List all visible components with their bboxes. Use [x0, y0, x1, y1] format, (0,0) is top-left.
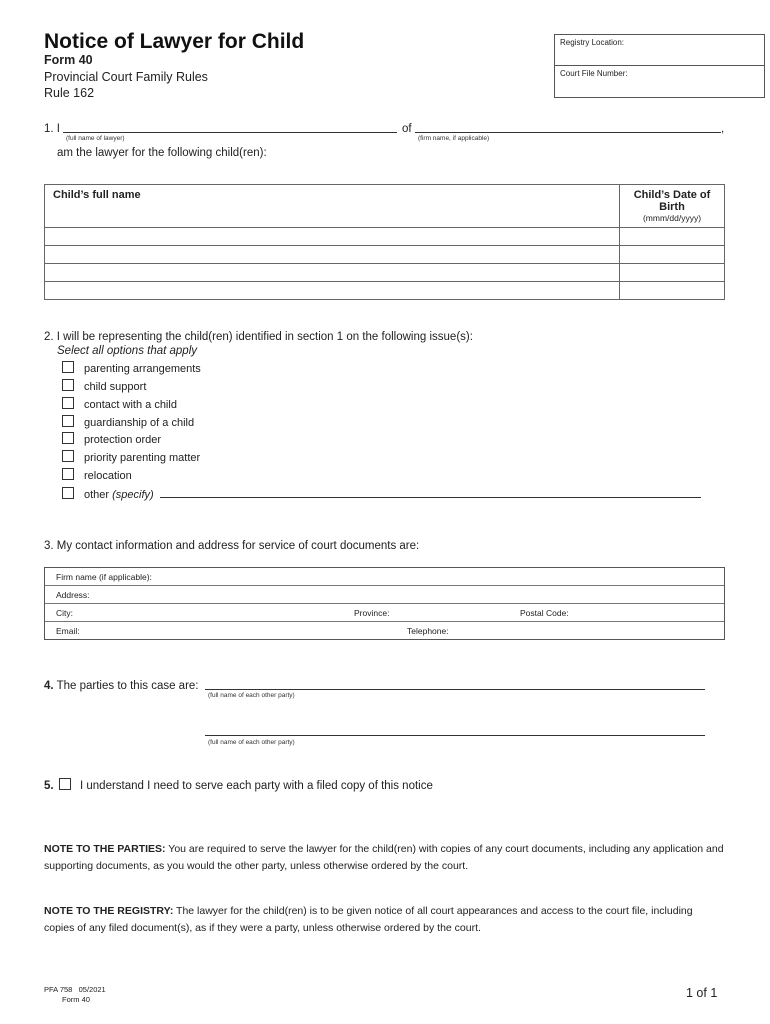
note-to-parties [44, 841, 724, 875]
child-dob-cell[interactable] [620, 246, 725, 264]
child-name-header: Child’s full name [45, 185, 620, 228]
section4-number: 4. [44, 680, 54, 692]
address-row[interactable] [45, 585, 724, 603]
checkbox[interactable] [62, 379, 74, 391]
note-to-registry [44, 903, 724, 937]
child-name-cell[interactable] [45, 228, 620, 246]
checkbox[interactable] [62, 432, 74, 444]
option-label: priority parenting matter [84, 452, 201, 464]
telephone-label: Telephone: [407, 626, 449, 636]
child-dob-format: (mmm/dd/yyyy) [642, 213, 702, 223]
rules-line-2: Rule 162 [44, 86, 95, 100]
option-label: contact with a child [84, 399, 177, 411]
child-dob-header-label: Child’s Date of Birth [633, 189, 711, 213]
section2-heading: 2. I will be representing the child(ren) identified in section 1 on the following issue(s): [44, 331, 473, 343]
footer-form-number: Form 40 [62, 995, 90, 1004]
lawyer-name-field[interactable] [63, 132, 397, 133]
section2-instruction: Select all options that apply [57, 345, 198, 357]
option-label: other [84, 489, 110, 501]
option-label: parenting arrangements [84, 363, 201, 375]
option-guardianship[interactable] [62, 417, 194, 429]
child-dob-cell[interactable] [620, 264, 725, 282]
page-number: 1 of 1 [686, 986, 718, 1000]
child-dob-header [620, 185, 725, 228]
section1-prefix: 1. I [44, 123, 60, 135]
option-label: protection order [84, 434, 162, 446]
child-name-cell[interactable] [45, 264, 620, 282]
option-label: relocation [84, 470, 132, 482]
firm-label: Firm name (if applicable): [56, 572, 152, 582]
child-name-cell[interactable] [45, 246, 620, 264]
section1-statement: am the lawyer for the following child(ren): [57, 147, 267, 159]
checkbox[interactable] [62, 468, 74, 480]
comma: , [721, 123, 725, 135]
of-label: of [402, 123, 412, 135]
checkbox[interactable] [62, 415, 74, 427]
serve-checkbox[interactable] [59, 778, 71, 790]
option-priority-parenting[interactable] [62, 452, 200, 464]
party-name-caption-2: (full name of each other party) [208, 739, 295, 746]
child-name-cell[interactable] [45, 282, 620, 300]
note-registry-text: The lawyer for the child(ren) is to be given notice of all court appearances and access to the court file, including copies of any filed document(s), as if they were a party, unless otherwise ordered by the court. [44, 905, 693, 934]
section3-heading: 3. My contact information and address for service of court documents are: [44, 540, 420, 552]
email-label: Email: [56, 626, 80, 636]
city-label: City: [56, 608, 73, 618]
note-parties-text: You are required to serve the lawyer for the child(ren) with copies of any court documents, including any application and supporting documents, as you would the other party, unless otherwise ordered by the court. [44, 843, 724, 872]
email-row[interactable] [45, 621, 724, 639]
court-file-number-label: Court File Number: [560, 69, 628, 78]
firm-name-row[interactable] [45, 568, 724, 585]
postal-code-label: Postal Code: [520, 608, 569, 618]
rules-line-1: Provincial Court Family Rules [44, 70, 208, 84]
option-other[interactable] [62, 489, 154, 501]
checkbox[interactable] [62, 487, 74, 499]
table-row [45, 246, 725, 264]
court-file-number-field[interactable] [555, 65, 764, 95]
party-name-caption-1: (full name of each other party) [208, 692, 295, 699]
child-dob-cell[interactable] [620, 282, 725, 300]
table-row [45, 282, 725, 300]
registry-box [554, 34, 765, 98]
checkbox[interactable] [62, 450, 74, 462]
option-contact-with-child[interactable] [62, 399, 177, 411]
table-row [45, 228, 725, 246]
children-table [44, 184, 725, 300]
section5 [44, 780, 433, 792]
form-title: Notice of Lawyer for Child [44, 30, 305, 53]
note-parties-label: NOTE TO THE PARTIES: [44, 843, 166, 855]
note-registry-label: NOTE TO THE REGISTRY: [44, 905, 174, 917]
option-protection-order[interactable] [62, 434, 161, 446]
checkbox[interactable] [62, 361, 74, 373]
registry-location-label: Registry Location: [560, 38, 625, 47]
contact-box [44, 567, 725, 640]
other-specify-field[interactable] [160, 497, 701, 498]
section4 [44, 680, 199, 692]
firm-name-caption: (firm name, if applicable) [418, 135, 490, 142]
city-row[interactable] [45, 603, 724, 621]
address-label: Address: [56, 590, 90, 600]
checkbox[interactable] [62, 397, 74, 409]
option-child-support[interactable] [62, 381, 146, 393]
option-label: child support [84, 381, 147, 393]
option-relocation[interactable] [62, 470, 132, 482]
section5-text: I understand I need to serve each party with a filed copy of this notice [80, 780, 433, 793]
option-label: guardianship of a child [84, 417, 195, 429]
section5-number: 5. [44, 780, 54, 793]
party-name-field-2[interactable] [205, 735, 705, 736]
form-number: Form 40 [44, 53, 93, 67]
rules-reference [44, 69, 208, 101]
lawyer-name-caption: (full name of lawyer) [66, 135, 125, 142]
province-label: Province: [354, 608, 390, 618]
option-specify: (specify) [112, 489, 154, 501]
option-parenting-arrangements[interactable] [62, 363, 201, 375]
section4-text: The parties to this case are: [56, 680, 199, 692]
form-code: PFA 758 05/2021 [44, 985, 106, 994]
child-dob-cell[interactable] [620, 228, 725, 246]
party-name-field-1[interactable] [205, 689, 705, 690]
registry-location-field[interactable] [555, 35, 764, 65]
firm-name-field[interactable] [415, 132, 721, 133]
table-row [45, 264, 725, 282]
